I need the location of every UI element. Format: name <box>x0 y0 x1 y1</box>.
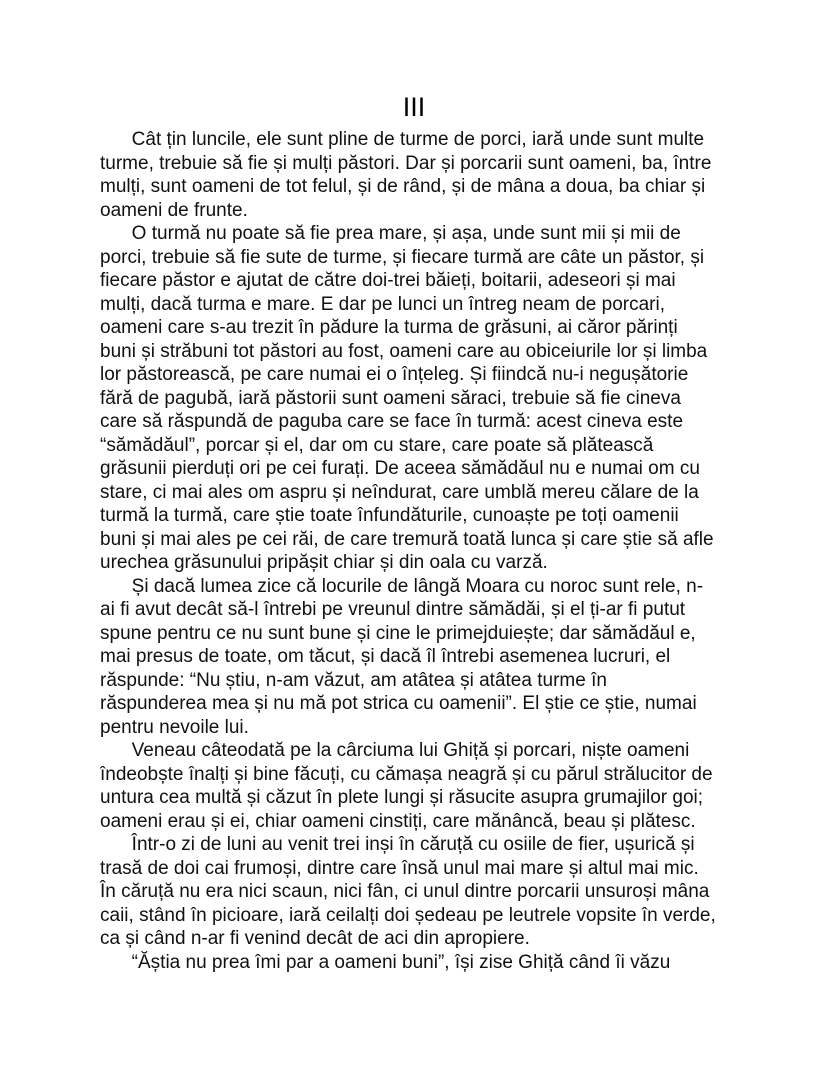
body-text <box>100 128 800 974</box>
text-line: ca și când n-ar fi venind decât de aci din apropiere. <box>100 928 530 949</box>
text-line: ai fi avut decât să-l întrebi pe vreunul dintre sămădăi, și el ți-ar fi putut <box>100 599 686 620</box>
text-line: porci, trebuie să fie sute de turme, și fiecare turmă are câte un păstor, și <box>100 246 705 268</box>
text-line: turmă la turmă, care știe toate înfundăturile, cunoaște pe toți oamenii <box>100 505 679 526</box>
text-line: turme, trebuie să fie și mulți păstori. Dar și porcarii sunt oameni, ba, între <box>100 152 712 174</box>
text-line: Într-o zi de luni au venit trei inși în căruță cu osiile de fier, ușurică și <box>100 834 695 855</box>
text-line: stare, ci mai ales om aspru și neîndurat, care umblă mereu călare de la <box>100 481 699 503</box>
text-line: pentru nevoile lui. <box>100 716 249 738</box>
text-line: “sămădăul”, porcar și el, dar om cu stare, care poate să plătească <box>100 434 654 456</box>
text-line: trasă de doi cai frumoși, dintre care însă unul mai mare și altul mai mic. <box>100 857 699 879</box>
text-line: O turmă nu poate să fie prea mare, și așa, unde sunt mii și mii de <box>100 223 681 244</box>
text-line: răspunde: “Nu știu, n-am văzut, am atâtea și atâtea turme în <box>100 669 607 691</box>
text-line: fiecare păstor e ajutat de către doi-trei băieți, boitarii, adeseori și mai <box>100 270 676 291</box>
text-line: care să răspundă de paguba care se face în turmă: acest cineva este <box>100 411 684 432</box>
text-line: untura cea multă și căzut în plete lungi și răsucite asupra grumajilor goi; <box>100 787 704 808</box>
text-line: mai presus de toate, om tăcut, și dacă îl întrebi asemenea lucruri, el <box>100 646 671 667</box>
text-line: îndeobște înalți și bine făcuți, cu cămașa neagră și cu părul strălucitor de <box>100 763 713 785</box>
text-line: Cât țin luncile, ele sunt pline de turme de porci, iară unde sunt multe <box>100 129 705 150</box>
text-line: Veneau câteodată pe la cârciuma lui Ghiță și porcari, niște oameni <box>100 740 690 761</box>
text-line: oameni de frunte. <box>100 199 248 221</box>
text-line: buni și străbuni tot păstori au fost, oameni care au obiceiurile lor și limba <box>100 340 708 362</box>
text-line: oameni erau și ei, chiar oameni cinstiți, care mănâncă, beau și plătesc. <box>100 810 696 832</box>
text-line: grăsunii pierduți ori pe cei furați. De aceea sămădăul nu e numai om cu <box>100 458 700 479</box>
chapter-heading: III <box>402 92 426 122</box>
text-line: mulți, dacă turma e mare. E dar pe lunci un întreg neam de porcari, <box>100 293 665 315</box>
text-line: mulți, sunt oameni de tot felul, și de rând, și de mâna a doua, ba chiar și <box>100 176 706 197</box>
text-line: oameni care s-au trezit în pădure la turma de grăsuni, ai căror părinți <box>100 317 678 338</box>
text-line: spune pentru ce nu sunt bune și cine le primejduiește; dar sămădăul e, <box>100 622 696 644</box>
text-line: fără de pagubă, iară păstorii sunt oameni săraci, trebuie să fie cineva <box>100 387 681 409</box>
text-line: În căruță nu era nici scaun, nici fân, ci unul dintre porcarii unsuroși mâna <box>100 881 710 902</box>
text-line: lor păstorească, pe care numai ei o înțeleg. Și fiindcă nu-i negușătorie <box>100 364 689 385</box>
text-line: caii, stând în picioare, iară ceilalți doi ședeau pe leutrele vopsite în verde, <box>100 904 716 926</box>
text-line: Și dacă lumea zice că locurile de lângă Moara cu noroc sunt rele, n- <box>100 575 704 597</box>
text-line: buni și mai ales pe cei răi, de care tremură toată lunca și care știe să afle <box>100 528 714 550</box>
text-line: urechea grăsunului pripășit chiar și din oala cu varză. <box>100 552 548 573</box>
text-line: “Ăștia nu prea îmi par a oameni buni”, își zise Ghiță când îi văzu <box>100 951 671 973</box>
text-line: răspunderea mea și nu mă pot strica cu oamenii”. El știe ce știe, numai <box>100 693 697 714</box>
